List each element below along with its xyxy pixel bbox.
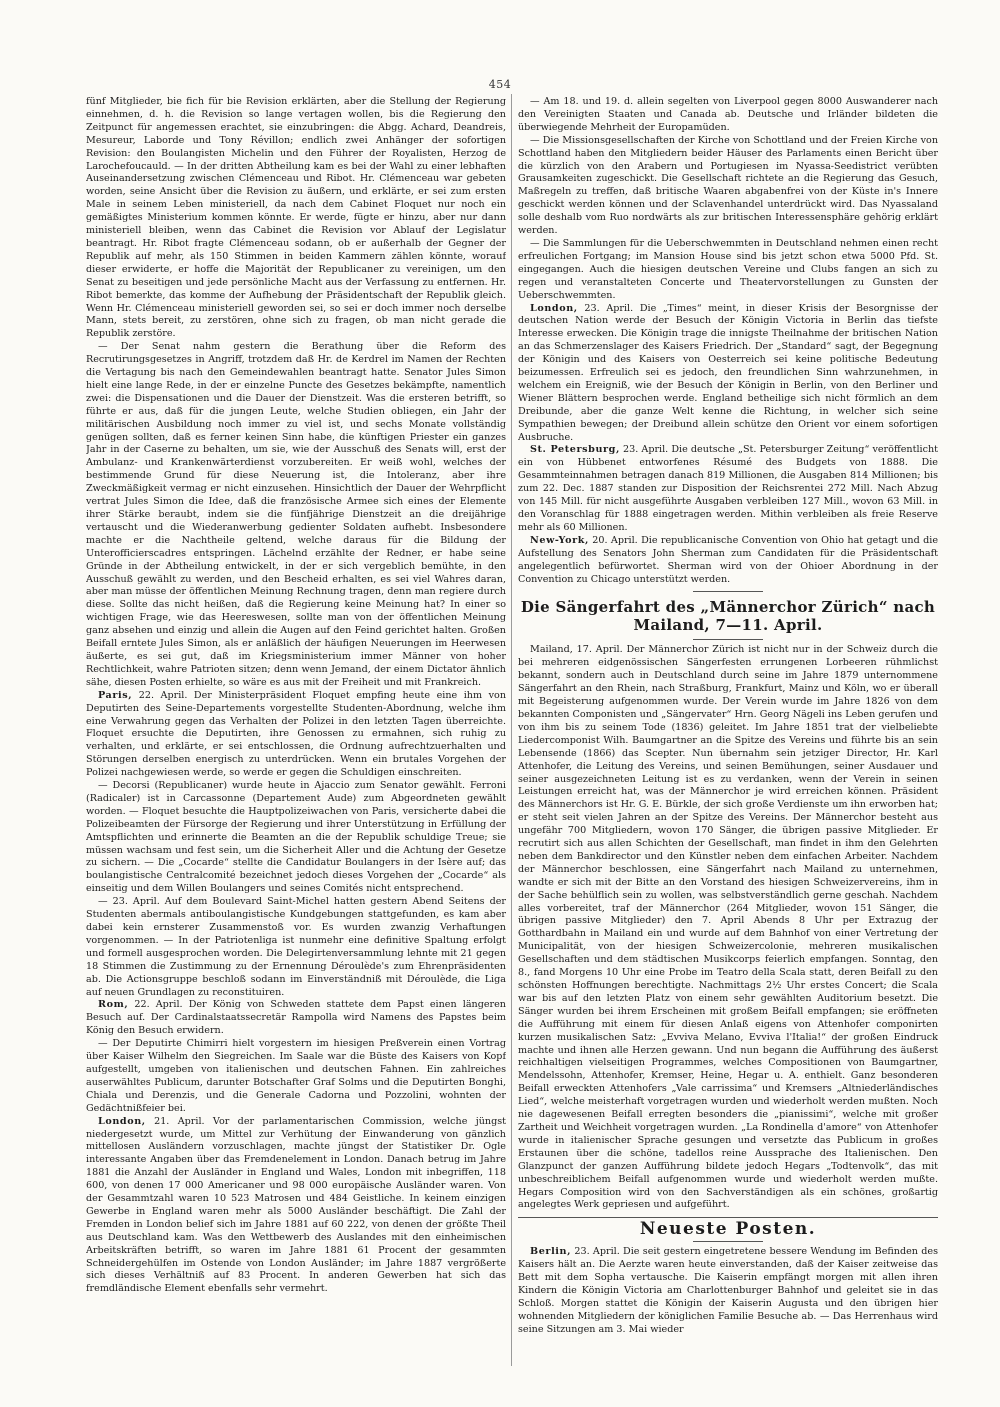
- dateline: London,: [98, 1115, 146, 1127]
- dateline: St. Petersburg,: [530, 444, 620, 456]
- news-heading: Neueste Posten.: [639, 1219, 817, 1240]
- article-paragraph: London, 23. April. Die „Times“ meint, in dieser Krisis der Besorgnisse der deutschen Nation werde der Besuch der Königin Victoria in Berlin das tiefste Interesse erwecken. Die Königin trage die innigste Theilnahme der britischen Nation an das Schmerzenslager des Kaisers Friedrich. Der „Standard“ sagt, der Begegnung der Königin und des Kaisers von Oesterreich sei keine politische Bedeutung beizumessen. Erfreulich sei es jedoch, den freundlichen Sinn wahrzunehmen, in welchem ein Ereigniß, wie der Besuch der Königin in Berlin, von den Berliner und Wiener Blättern besprochen werde. England betheilige sich nicht förmlich an dem Dreibunde, aber die ganze Welt kenne die Richtung, in welcher sich seine Sympathien bewegen; der Dreibund allein schütze den Orient vor einem sofortigen Ausbruche.: [518, 302, 938, 443]
- right-column: [518, 96, 938, 1366]
- article-paragraph: — Decorsi (Republicaner) wurde heute in Ajaccio zum Senator gewählt. Ferroni (Radicaler) ist in Carcassonne (Departement Aude) zum Abgeordneten gewählt worden. — Floquet besuchte die Hauptpolizeiwachen von Paris, versicherte dabei die Polizeibeamten der Fürsorge der Regierung und ihrer Unterstützung in Erfüllung der Amtspflichten und erinnerte die Beamten an die der Republik schuldige Treue; sie müssen wachsam und fest sein, um die Sicherheit Aller und die Achtung der Gesetze zu sichern. — Die „Cocarde“ stellte die Candidatur Boulangers in der Isère auf; das boulangistische Centralcomité bezeichnet jedoch dieses Vorgehen der „Cocarde“ als einseitig und dem Willen Boulangers und seines Comités nicht entsprechend.: [86, 780, 506, 895]
- article-paragraph: — Die Missionsgesellschaften der Kirche von Schottland und der Freien Kirche von Schottland haben den Mitgliedern beider Häuser des Parlaments einen Bericht über die kürzlich von den Arabern und Portugiesen im Nyassa-Seedistrict verübten Grausamkeiten zugeschickt. Die Gesellschaft richtete an die Regierung das Gesuch, Maßregeln zu treffen, daß britische Waaren abgabenfrei von der Küste in's Innere geschickt werden können und der Sclavenhandel unterdrückt wird. Das Nyassaland solle deshalb vom Ruo nordwärts als zur britischen Interessensphäre gehörig erklärt werden.: [518, 134, 938, 237]
- article-paragraph: Rom, 22. April. Der König von Schweden stattete dem Papst einen längeren Besuch auf. Der Cardinalstaatssecretär Rampolla wird Namens des Papstes beim König den Besuch erwidern.: [86, 999, 506, 1037]
- section-title: Die Sängerfahrt des „Männerchor Zürich“ nach Mailand, 7—11. April.: [520, 598, 936, 635]
- section-divider: [518, 1217, 938, 1218]
- dateline: New-York,: [530, 534, 589, 546]
- article-paragraph: — Die Sammlungen für die Ueberschwemmten in Deutschland nehmen einen recht erfreulichen Fortgang; im Mansion House sind bis jetzt schon etwa 5000 Pfd. St. eingegangen. Auch die hiesigen deutschen Vereine und Clubs fangen an sich zu regen und veranstalteten Concerte und Theatervorstellungen zu Gunsten der Ueberschwemmten.: [518, 237, 938, 301]
- article-paragraph: Mailand, 17. April. Der Männerchor Zürich ist nicht nur in der Schweiz durch die bei mehreren eidgenössischen Sängerfesten errungenen Lorbeeren rühmlichst bekannt, sondern auch in Deutschland durch seine im Jahre 1879 unternommene Sängerfahrt an den Rhein, nach Straßburg, Frankfurt, Mainz und Köln, wo er überall mit Begeisterung aufgenommen wurde. Der Verein wurde im Jahre 1826 von dem bekannten Componisten und „Sängervater“ Hrn. Georg Nägeli ins Leben gerufen und von ihm bis zu seinem Tode (1836) geleitet. Im Jahre 1851 trat der vielbeliebte Liedercomponist Wilh. Baumgartner an die Spitze des Vereins und führte bis an sein Lebensende (1866) das Scepter. Nun übernahm sein jetziger Director, Hr. Karl Attenhofer, die Leitung des Vereins, und seinen Bemühungen, seiner Ausdauer und seiner ausgezeichneten Leitung ist es zu verdanken, wenn der Verein in seinen Leistungen erreicht hat, was der Männerchor je wird erreichen können. Präsident des Männerchors ist Hr. G. E. Bürkle, der sich große Verdienste um ihn erworben hat; er steht seit vielen Jahren an der Spitze des Vereins. Der Männerchor besteht aus ungefähr 700 Mitgliedern, wovon 170 Sänger, die übrigen passive Mitglieder. Er recrutirt sich aus allen Schichten der Gesellschaft, man findet in ihm den Gelehrten neben dem Bankdirector und den Künstler neben dem einfachen Arbeiter. Nachdem der Männerchor beschlossen, eine Sängerfahrt nach Mailand zu unternehmen, wandte er sich mit der Bitte an den Vorstand des hiesigen Schweizervereins, ihm in der Sache behülflich sein zu wollen, was selbstverständlich gerne geschah. Nachdem alles vorbereitet, traf der Männerchor (264 Mitglieder, wovon 151 Sänger, die übrigen passive Mitglieder) den 7. April Abends 8 Uhr per Extrazug der Gotthardbahn in Mailand ein und wurde auf dem Bahnhof von einer Vertretung der Municipalität, von der hiesigen Schweizercolonie, mehreren musikalischen Gesellschaften und dem städtischen Musikcorps feierlich empfangen. Sonntag, den 8., fand Morgens 10 Uhr eine Probe im Teatro della Scala statt, deren Beifall zu den schönsten Hoffnungen berechtigte. Nachmittags 2½ Uhr erstes Concert; die Scala war bis auf den letzten Platz von einem sehr gewählten Auditorium besetzt. Die Sänger wurden bei ihrem Erscheinen mit großem Beifall empfangen; sie eröffneten die Aufführung mit einem für diesen Anlaß eigens von Attenhofer componirten kurzen musikalischen Satz: „Evviva Melano, Evviva l'Italia!“ der großen Eindruck machte und ihnen alle Herzen gewann. Und nun begann die Aufführung des äußerst reichhaltigen vielseitigen Programmes, welches Compositionen von Baumgartner, Mendelssohn, Attenhofer, Kremser, Heine, Hegar u. A. enthielt. Ganz besonderen Beifall erweckten Attenhofers „Vale carrissima“ und Kremsers „Altniederländisches Lied“, welche meisterhaft vorgetragen wurden und wiederholt werden mußten. Noch nie dagewesenen Beifall erregten besonders die „pianissimi“, welche mit großer Zartheit und Weichheit vorgetragen wurden. „La Rondinella d'amore“ von Attenhofer wurde in italienischer Sprache gesungen und versetzte das Publicum in großes Erstaunen über die schöne, tadellos reine Aussprache des Italienischen. Den Glanzpunct der ganzen Aufführung bildete jedoch Hegars „Todtenvolk“, das mit unbeschreiblichem Beifall aufgenommen wurde und wiederholt werden mußte. Hegars Composition wird von den Sachverständigen als ein schönes, großartig angelegtes Werk gepriesen und aufgeführt.: [518, 644, 938, 1211]
- article-paragraph: fünf Mitglieder, bie fich für bie Revision erklärten, aber die Stellung der Regierung einnehmen, d. h. die Revision so lange vertagen wollen, bis die Regierung den Zeitpunct für angemessen erachtet, sie einzubringen: die Abgg. Achard, Deandreis, Mesureur, Laborde und Tony Révillon; endlich zwei Anhänger der sofortigen Revision: den Boulangisten Michelin und den Führer der Royalisten, Herzog de Larochefoucauld. — In der dritten Abtheilung kam es bei der Wahl zu einer lebhaften Auseinandersetzung zwischen Clémenceau und Ribot. Hr. Clémenceau war gebeten worden, seine Ansicht über die Revision zu äußern, und erklärte, er sei zum ersten Male in seinem Leben ministeriell, da nach dem Cabinet Floquet nur noch ein gemäßigtes Ministerium kommen könnte. Er werde, fügte er hinzu, aber nur dann ministeriell bleiben, wenn das Cabinet die Revision vor Ablauf der Legislatur beantragt. Hr. Ribot fragte Clémenceau sodann, ob er außerhalb der Gegner der Republik auf mehr, als 150 Stimmen in beiden Kammern zählen könnte, worauf dieser erwiderte, er hoffe die Majorität der Republicaner zu vereinigen, um den Senat zu beseitigen und jede persönliche Macht aus der Verfassung zu entfernen. Hr. Ribot bemerkte, das komme der Aufhebung der Präsidentschaft der Republik gleich. Wenn Hr. Clémenceau ministeriell geworden sei, so sei er doch immer noch derselbe Mann, stets bereit, zu zerstören, ohne sich zu fragen, ob man nicht gerade die Republik zerstöre.: [86, 96, 506, 340]
- article-paragraph: — 23. April. Auf dem Boulevard Saint-Michel hatten gestern Abend Seitens der Studenten abermals antiboulangistische Kundgebungen stattgefunden, es kam aber dabei kein ernsterer Zusammenstoß vor. Es wurden zwanzig Verhaftungen vorgenommen. — In der Patriotenliga ist nunmehr eine definitive Spaltung erfolgt und formell ausgesprochen worden. Die Delegirtenversammlung lehnte mit 21 gegen 18 Stimmen die Zustimmung zu der Ernennung Déroulède's zum Ehrenpräsidenten ab. Die Actionsgruppe beschloß sodann im Einverständniß mit Déroulède, die Liga auf neuen Grundlagen zu reconstituiren.: [86, 896, 506, 998]
- article-paragraph: Paris, 22. April. Der Ministerpräsident Floquet empfing heute eine ihm von Deputirten des Seine-Departements vorgestellte Studenten-Abordnung, welche ihm eine Verwahrung gegen das Verhalten der Polizei in den letzten Tagen überreichte. Floquet ersuchte die Deputirten, ihre Genossen zu ermahnen, sich ruhig zu verhalten, und erklärte, er sei entschlossen, die Ordnung aufrechtzuerhalten und Störungen derselben energisch zu unterdrücken. Wenn ein brutales Vorgehen der Polizei nachgewiesen werde, so werde er gegen die Schuldigen einschreiten.: [86, 689, 506, 779]
- section-divider: [693, 639, 763, 640]
- dateline: Paris,: [98, 689, 133, 701]
- section-divider: [693, 591, 763, 592]
- article-paragraph: — Der Senat nahm gestern die Berathung über die Reform des Recrutirungsgesetzes in Angriff, trotzdem daß Hr. de Kerdrel im Namen der Rechten die Vertagung bis nach den Gemeindewahlen beantragt hatte. Senator Jules Simon hielt eine lange Rede, in der er einzelne Puncte des Gesetzes bekämpfte, namentlich zwei: die Dispensationen und die Dauer der Dienstzeit. Was die ersteren betrifft, so führte er aus, daß für die jungen Leute, welche Studien obliegen, ein Jahr der militärischen Ausbildung noch immer zu viel ist, und sechs Monate vollständig genügen sollten, daß es ferner keinen Sinn habe, die künftigen Priester ein ganzes Jahr in der Caserne zu behalten, um sie, wie der Ausschuß des Senats will, erst der Ambulanz- und Krankenwärterdienst vorzubereiten. Er weiß wohl, welches der bestimmende Grund für diese Neuerung ist, die Intoleranz, aber ihre Zweckmäßigkeit vermag er nicht einzusehen. Hinsichtlich der Dauer der Wehrpflicht vertrat Jules Simon die Idee, daß die französische Armee sich eines der Elemente ihrer Stärke beraubt, indem sie die fünfjährige Dienstzeit an die dreijährige vertauscht und die Wiederanwerbung gedienter Soldaten aufhebt. Insbesondere machte er die Nachtheile geltend, welche daraus für die Bildung der Unterofficierscadres entspringen. Lächelnd erzählte der Redner, er habe seine Gründe in der Abtheilung entwickelt, in der er sich vergeblich bemühte, in den Ausschuß gewählt zu werden, und den Bescheid erhalten, es sei viel Wahres daran, aber man müsse der öffentlichen Meinung Rechnung tragen, denn man regiere durch diese. Sollte das nicht heißen, daß die Regierung keine Meinung hat? In einer so wichtigen Frage, wie das Heereswesen, sollte man von der öffentlichen Meinung ganz absehen und einzig und allein die Augen auf den Feind gerichtet halten. Großen Beifall erntete Jules Simon, als er anläßlich der häufigen Neuerungen im Heerwesen äußerte, es sei gut, daß im Kriegsministerium immer Männer von hoher Rechtlichkeit, wahre Patrioten sitzen; denn wenn Jemand, der einem Dictator ähnlich sähe, diesen Posten erhielte, so wäre es aus mit der Freiheit und mit Frankreich.: [86, 341, 506, 688]
- article-paragraph: — Am 18. und 19. d. allein segelten von Liverpool gegen 8000 Auswanderer nach den Vereinigten Staaten und Canada ab. Deutsche und Irländer bildeten die überwiegende Mehrheit der Europamüden.: [518, 96, 938, 133]
- article-paragraph: — Der Deputirte Chimirri hielt vorgestern im hiesigen Preßverein einen Vortrag über Kaiser Wilhelm den Siegreichen. Im Saale war die Büste des Kaisers von Kopf aufgestellt, umgeben von italienischen und deutschen Fahnen. Ein zahlreiches auserwähltes Publicum, darunter Botschafter Graf Solms und die Deputirten Bonghi, Chiala und Derenzis, und die Generale Cadorna und Pozzolini, wohnten der Gedächtnißfeier bei.: [86, 1038, 506, 1114]
- left-column: [86, 96, 506, 1366]
- dateline: London,: [530, 302, 578, 314]
- article-paragraph: New-York, 20. April. Die republicanische Convention von Ohio hat getagt und die Aufstellung des Senators John Sherman zum Candidaten für die Präsidentschaft angelegentlich befürwortet. Sherman wird von der Ohioer Abordnung in der Convention zu Chicago unterstützt werden.: [518, 534, 938, 585]
- article-paragraph: Berlin, 23. April. Die seit gestern eingetretene bessere Wendung im Befinden des Kaisers hält an. Die Aerzte waren heute einverstanden, daß der Kaiser zeitweise das Bett mit dem Sopha vertausche. Die Kaiserin empfängt morgen mit allen ihren Kindern die Königin Victoria am Charlottenburger Bahnhof und geleitet sie in das Schloß. Morgen stattet die Königin der Kaiserin Augusta und den übrigen hier wohnenden Mitgliedern der königlichen Familie Besuche ab. — Das Herrenhaus wird seine Sitzungen am 3. Mai wieder: [518, 1246, 938, 1335]
- article-paragraph: St. Petersburg, 23. April. Die deutsche „St. Petersburger Zeitung“ veröffentlicht ein von Hübbenet entworfenes Résumé des Budgets von 1888. Die Gesammteinnahmen betragen danach 819 Millionen, die Ausgaben 814 Millionen; bis zum 22. Dec. 1887 standen zur Disposition der Reichsrentei 272 Mill. Nach Abzug von 145 Mill. für nicht ausgeführte Ausgaben verbleiben 127 Mill., wovon 63 Mill. in den Voranschlag für 1888 eingetragen werden. Mithin verbleiben als freie Reserve mehr als 60 Millionen.: [518, 444, 938, 533]
- section-divider: [693, 1241, 763, 1242]
- dateline: Berlin,: [530, 1246, 572, 1258]
- page-number: 454: [488, 78, 512, 91]
- article-paragraph: London, 21. April. Vor der parlamentarischen Commission, welche jüngst niedergesetzt wurde, um Mittel zur Verhütung der Einwanderung von gänzlich mittellosen Ausländern vorzuschlagen, machte jüngst der Statistiker Dr. Ogle interessante Angaben über das Fremdenelement in London. Danach betrug im Jahre 1881 die Anzahl der Ausländer in England und Wales, London mit inbegriffen, 118 600, von denen 17 000 Americaner und 98 000 europäische Ausländer waren. Von der Gesammtzahl waren 10 523 Matrosen und 484 Geistliche. In keinem einzigen Gewerbe in England waren mehr als 5000 Ausländer beschäftigt. Die Zahl der Fremden in London belief sich im Jahre 1881 auf 60 222, von denen der größte Theil aus Deutschland kam. Was den Wettbewerb des Auslandes mit den einheimischen Arbeitskräften betrifft, so waren im Jahre 1881 61 Procent der gesammten Schneidergehülfen im Ostende von London Ausländer; im Jahre 1887 vergrößerte sich dieses Verhältniß auf 83 Procent. In anderen Gewerben hat sich das fremdländische Element ebenfalls sehr vermehrt.: [86, 1115, 506, 1295]
- column-divider: [511, 94, 512, 1366]
- dateline: Rom,: [98, 999, 129, 1011]
